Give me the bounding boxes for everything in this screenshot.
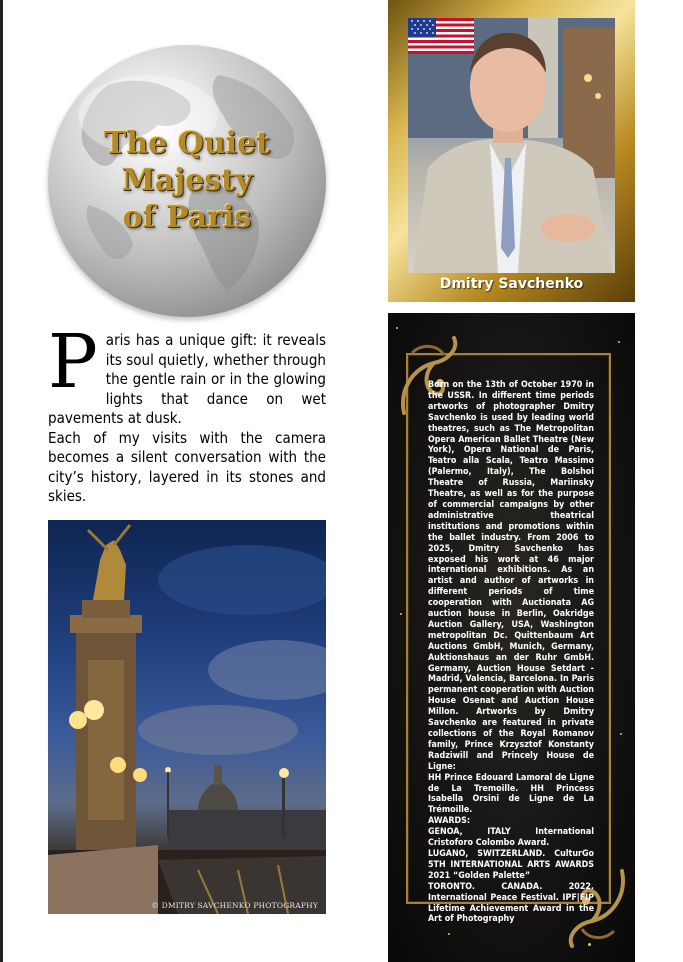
award-item: LUGANO, SWITZERLAND. CulturGo 5TH INTERNATIONAL ARTS AWARDS 2021 “Golden Palette”: [428, 848, 594, 881]
globe-title: [48, 125, 326, 236]
biography-text: [428, 380, 594, 925]
globe-title-line: of Paris: [122, 200, 252, 235]
globe-title-line: The Quiet: [104, 126, 270, 161]
sparkle-dot: [620, 733, 622, 735]
paris-bridge-illustration: [48, 520, 326, 914]
bio-paragraph: Born on the 13th of October 1970 in the USSR. In different time periods artworks of photographer Dmitry Savchenko is used by leading world theatres, such as The Metropolitan Opera American Ballet Theatre (New York), Opera National de Paris, Teatro alla Scala, Teatro Massimo (Palermo, Italy), The Bolshoi Theatre of Russia, Mariinsky Theatre, as well as for the purpose of commercial campaigns by other administrative theatrical institutions and promotions within the ballet industry. From 2006 to 2025, Dmitry Savchenko has exposed his work at 46 major international exhibitions. As an artist and author of artworks in different periods of time cooperation with Auctionata AG auction house in Berlin, Oakridge Auction Gallery, USA, Washington metropolitan Dc. Quittenbaum Art Auctions GmbH, Munich, Germany, Auktionshaus an der Ruhr GmbH. Germany, Auction House Setdart - Madrid, Valencia, Barcelona. In Paris permanent cooperation with Auction House Osenat and Auction House Millon. Artworks by Dmitry Savchenko are featured in private collections of the Royal Romanov family, Prince Krzysztof Konstanty Radziwill and Princely House de Ligne:: [428, 380, 594, 772]
page-edge-line: [0, 0, 3, 962]
sparkle-dot: [396, 327, 398, 329]
sparkle-dot: [400, 613, 402, 615]
sparkle-dot: [618, 341, 620, 343]
award-item: GENOA, ITALY International Cristoforo Colombo Award.: [428, 827, 594, 849]
intro-paragraph: Each of my visits with the camera becomes a silent conversation with the city’s history, layered in its stones and skies.: [48, 428, 326, 505]
biography-panel: [388, 313, 635, 962]
award-item: TORONTO. CANADA. 2022. International Peace Festival. IPF|FIP Lifetime Achievement Award in the Art of Photography: [428, 881, 594, 925]
bio-paragraph: HH Prince Edouard Lamoral de Ligne de La Tremoille. HH Princess Isabella Orsini de Ligne de La Trémoille.: [428, 772, 594, 816]
portrait-photo: [408, 18, 615, 273]
drop-cap: P: [48, 319, 98, 405]
photographer-name: Dmitry Savchenko: [439, 276, 584, 292]
usa-flag-icon: [408, 18, 474, 54]
portrait-illustration: [408, 18, 615, 273]
globe-title-line: Majesty: [121, 163, 253, 198]
sparkle-dot: [448, 933, 450, 935]
photo-credit: © DMITRY SAVCHENKO PHOTOGRAPHY: [151, 901, 318, 910]
intro-text: [48, 319, 326, 507]
globe-graphic: [48, 45, 326, 317]
portrait-card: [388, 0, 635, 302]
paris-bridge-photo: [48, 520, 326, 914]
awards-heading: AWARDS:: [428, 816, 471, 827]
intro-paragraph: aris has a unique gift: it reveals its soul quietly, whether through the gentle rain or in the glowing lights that dance on wet pavements at dusk.: [48, 331, 326, 427]
